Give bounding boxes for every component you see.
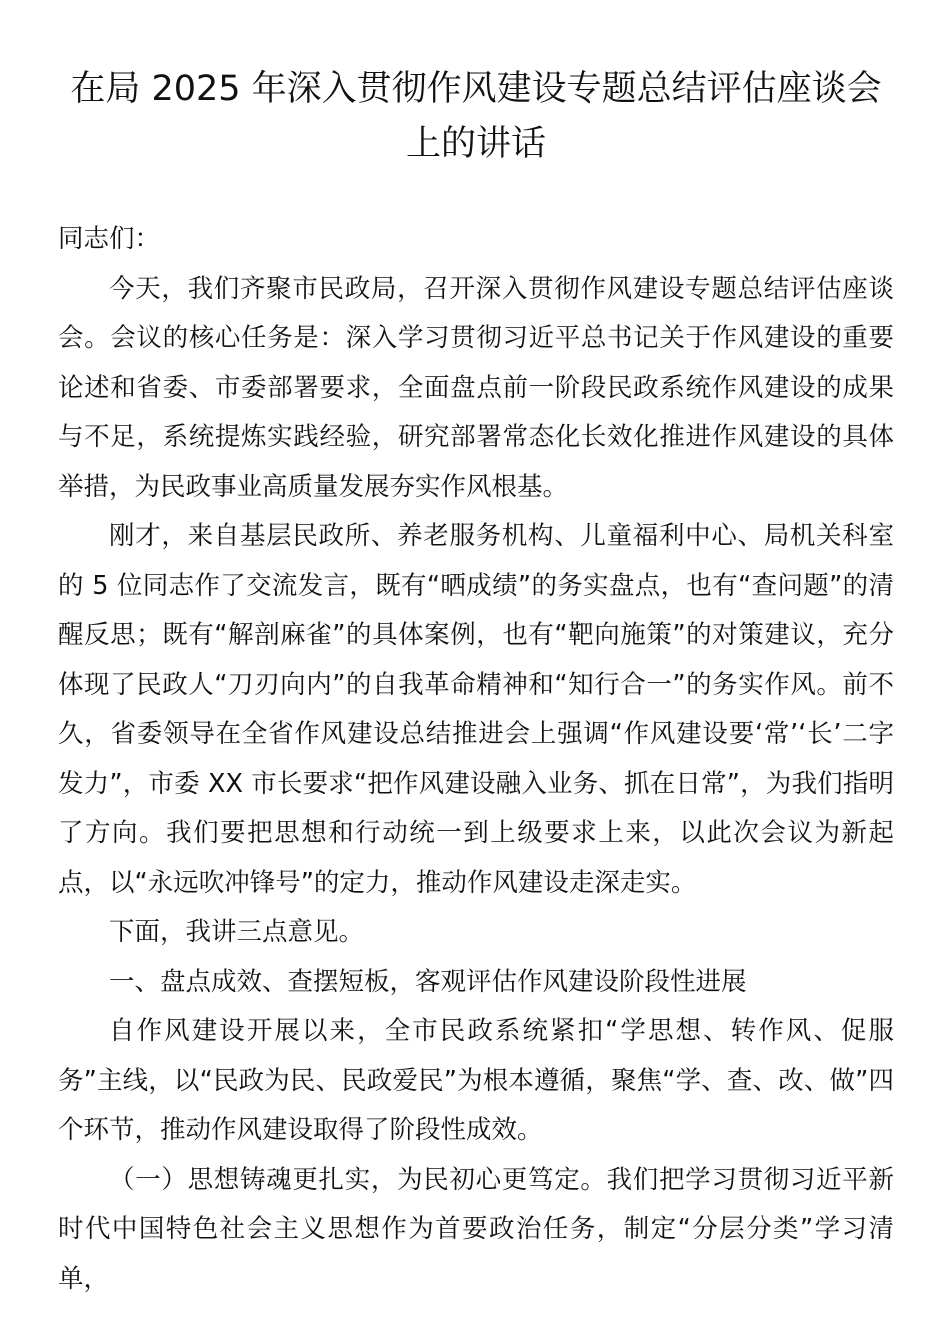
salutation: 同志们： bbox=[58, 224, 161, 254]
paragraph-exchange-summary: 刚才，来自基层民政所、养老服务机构、儿童福利中心、局机关科室的 5 位同志作了交流发言，既有“晒成绩”的务实盘点，也有“查问题”的清醒反思；既有“解剖麻雀”的具体案例，也有“靶向施策”的对策建议，充分体现了民政人“刀刃向内”的自我革命精神和“知行合一”的务实作风。前不久，省委领导在全省作风建设总结推进会上强调“作风建设要‘常’‘长’二字发力”，市委 XX 市长要求“把作风建设融入业务、抓在日常”，为我们指明了方向。我们要把思想和行动统一到上级要求上来，以此次会议为新起点，以“永远吹冲锋号”的定力，推动作风建设走深走实。 bbox=[58, 521, 894, 898]
paragraph-section-one-intro: 自作风建设开展以来，全市民政系统紧扣“学思想、转作风、促服务”主线，以“民政为民、民政爱民”为根本遵循，聚焦“学、查、改、做”四个环节，推动作风建设取得了阶段性成效。 bbox=[58, 1016, 894, 1145]
paragraph-three-points: 下面，我讲三点意见。 bbox=[109, 917, 365, 947]
section-heading-one: 一、盘点成效、查摆短板，客观评估作风建设阶段性进展 bbox=[109, 966, 747, 997]
document-title: 在局 2025 年深入贯彻作风建设专题总结评估座谈会上的讲话 bbox=[70, 69, 882, 164]
document-page bbox=[58, 62, 894, 1304]
paragraph-subsection-one: （一）思想铸魂更扎实，为民初心更笃定。我们把学习贯彻习近平新时代中国特色社会主义思想作为首要政治任务，制定“分层分类”学习清单， bbox=[58, 1164, 894, 1294]
document-body bbox=[58, 215, 894, 1304]
paragraph-opening: 今天，我们齐聚市民政局，召开深入贯彻作风建设专题总结评估座谈会。会议的核心任务是：深入学习贯彻习近平总书记关于作风建设的重要论述和省委、市委部署要求，全面盘点前一阶段民政系统作风建设的成果与不足，系统提炼实践经验，研究部署常态化长效化推进作风建设的具体举措，为民政事业高质量发展夯实作风根基。 bbox=[58, 273, 894, 502]
